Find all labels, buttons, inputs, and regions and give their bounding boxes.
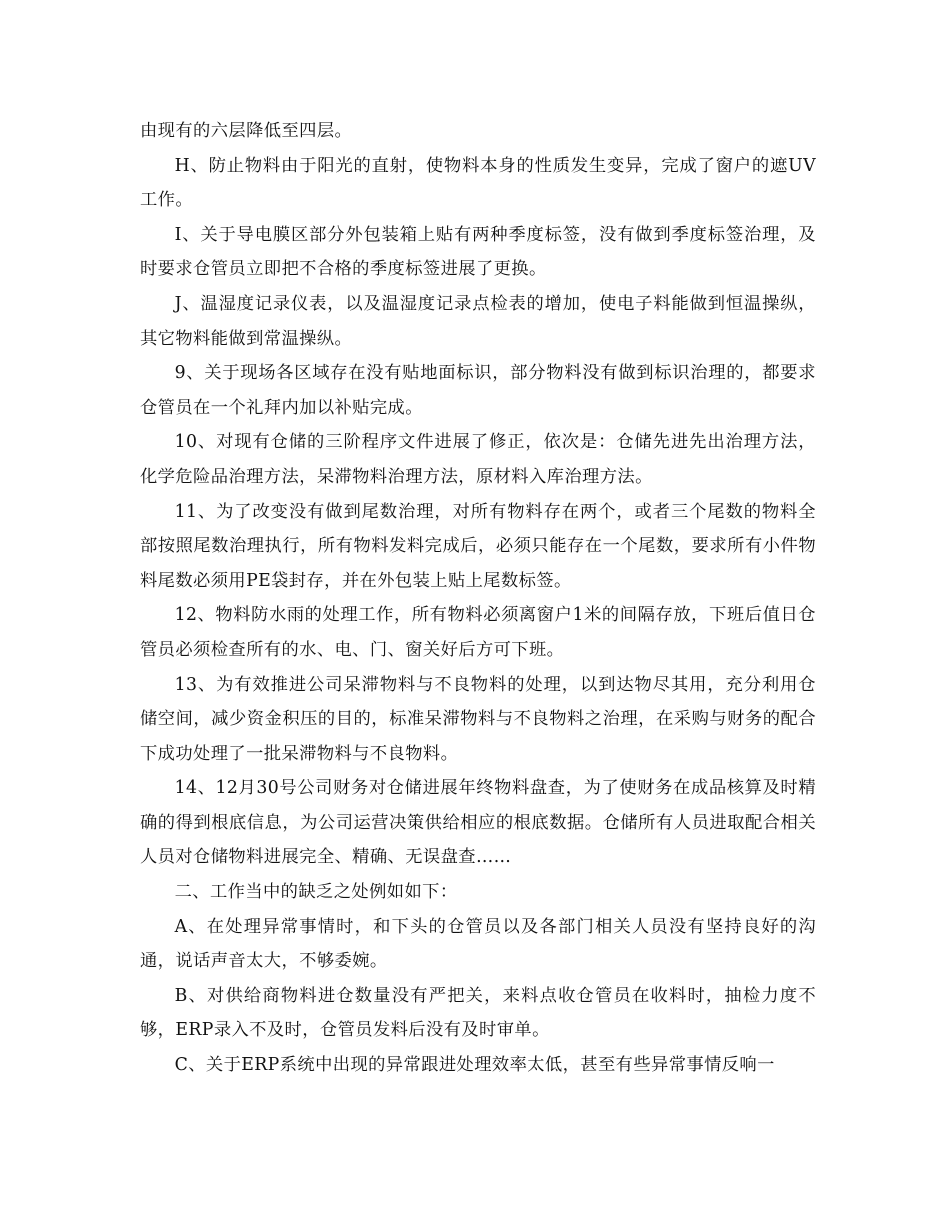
paragraph-10: 14、12月30号公司财务对仓储进展年终物料盘查，为了使财务在成品核算及时精确的得到根底信息，为公司运营决策供给相应的根底数据。仓储所有人员进取配合相关人员对仓储物料进展完全、精确、无误盘查…… xyxy=(140,778,816,868)
paragraph-4: J、温湿度记录仪表，以及温湿度记录点检表的增加，使电子料能做到恒温操纵，其它物料能做到常温操纵。 xyxy=(140,293,816,349)
document-body xyxy=(140,114,816,1083)
paragraph-5: 9、关于现场各区域存在没有贴地面标识，部分物料没有做到标识治理的，都要求仓管员在一个礼拜内加以补贴完成。 xyxy=(140,363,816,418)
paragraph-1: 由现有的六层降低至四层。 xyxy=(140,121,353,141)
paragraph-6: 10、对现有仓储的三阶程序文件进展了修正，依次是：仓储先进先出治理方法，化学危险品治理方法，呆滞物料治理方法，原材料入库治理方法。 xyxy=(140,432,816,487)
paragraph-12: A、在处理异常事情时，和下头的仓管员以及各部门相关人员没有坚持良好的沟通，说话声音太大，不够委婉。 xyxy=(140,916,816,972)
paragraph-8: 12、物料防水雨的处理工作，所有物料必须离窗户1米的间隔存放，下班后值日仓管员必须检查所有的水、电、门、窗关好后方可下班。 xyxy=(140,605,816,660)
section-heading: 二、工作当中的缺乏之处例如如下： xyxy=(174,882,458,903)
paragraph-9: 13、为有效推进公司呆滞物料与不良物料的处理，以到达物尽其用，充分利用仓储空间，减少资金积压的目的，标准呆滞物料与不良物料之治理，在采购与财务的配合下成功处理了一批呆滞物料与不良物料。 xyxy=(140,674,816,764)
paragraph-13: B、对供给商物料进仓数量没有严把关，来料点收仓管员在收料时，抽检力度不够，ERP录入不及时，仓管员发料后没有及时审单。 xyxy=(140,985,816,1041)
paragraph-14: C、关于ERP系统中出现的异常跟进处理效率太低，甚至有些异常事情反响一 xyxy=(174,1055,775,1076)
paragraph-7: 11、为了改变没有做到尾数治理，对所有物料存在两个，或者三个尾数的物料全部按照尾数治理执行，所有物料发料完成后，必须只能存在一个尾数，要求所有小件物料尾数必须用PE袋封存，并在外包装上贴上尾数标签。 xyxy=(140,501,816,591)
paragraph-3: I、关于导电膜区部分外包装箱上贴有两种季度标签，没有做到季度标签治理，及时要求仓管员立即把不合格的季度标签进展了更换。 xyxy=(140,224,816,280)
paragraph-2: H、防止物料由于阳光的直射，使物料本身的性质发生变异，完成了窗户的遮UV工作。 xyxy=(140,155,816,211)
